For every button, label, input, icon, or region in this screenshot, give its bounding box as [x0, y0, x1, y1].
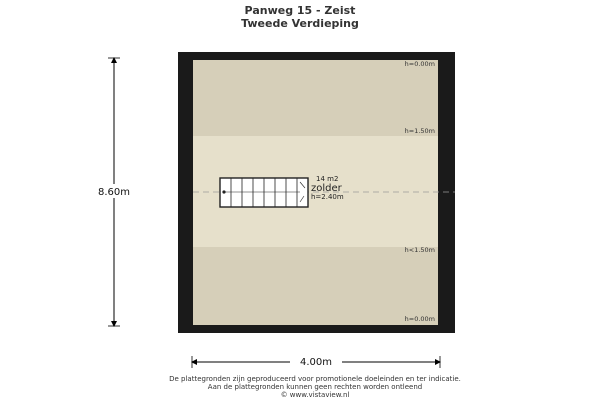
disclaimer — [0, 375, 600, 399]
room-height: h=2.40m — [311, 193, 344, 201]
height-marker-top: h=0.00m — [404, 60, 435, 68]
address-title: Panweg 15 - Zeist — [244, 4, 356, 17]
disclaimer-line-1: De plattegronden zijn geproduceerd voor promotionele doeleinden en ter indicatie. — [169, 375, 461, 383]
disclaimer-line-2: Aan de plattegronden kunnen geen rechten worden ontleend — [207, 383, 423, 391]
height-marker-bottom: h=0.00m — [404, 315, 435, 323]
height-marker-upper-mid: h=1.50m — [404, 127, 435, 135]
room-area: 14 m2 — [316, 175, 339, 183]
horizontal-dimension-label: 4.00m — [299, 357, 333, 368]
floor-title: Tweede Verdieping — [241, 17, 359, 30]
low-ceiling-zone-top — [193, 60, 438, 136]
low-ceiling-zone-bottom — [193, 247, 438, 325]
room-name: zolder — [311, 183, 342, 194]
staircase — [220, 178, 308, 207]
copyright-line: © www.vistaview.nl — [280, 391, 350, 399]
vertical-dimension-label: 8.60m — [97, 187, 131, 198]
height-marker-lower-mid: h<1.50m — [404, 246, 435, 254]
